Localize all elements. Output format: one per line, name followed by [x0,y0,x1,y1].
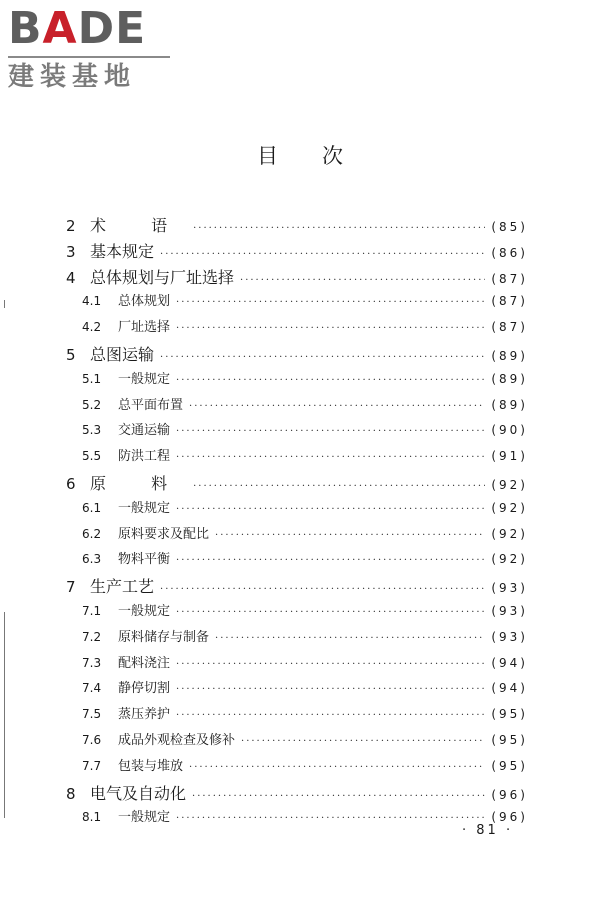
toc-title: 总图运输 [90,344,155,364]
toc-title: 配料浇注 [118,655,171,671]
toc-number: 6.2 [82,526,102,541]
toc-page-number: (96) [491,787,528,802]
toc-number: 7.2 [82,629,102,644]
toc-leader-dots [215,530,485,541]
toc-chapter[interactable] [66,265,528,291]
toc-number: 5 [66,345,76,364]
toc-leader-dots [176,607,485,618]
toc-title: 静停切割 [118,681,171,697]
toc-number: 7.5 [82,707,102,722]
toc-page-number: (95) [491,707,528,722]
toc-page-number: (93) [491,603,528,618]
toc-leader-dots [215,633,485,644]
toc-chapter[interactable] [66,574,528,600]
toc-leader-dots [193,223,485,234]
toc-title: 总体规划 [118,294,171,310]
page-number: · 81 · [462,823,514,838]
toc-section[interactable] [66,600,528,626]
toc-leader-dots [176,375,485,386]
toc-title: 总平面布置 [118,397,184,413]
toc-leader-dots [193,481,485,492]
toc-number: 3 [66,242,76,261]
toc-number: 4.1 [82,294,102,309]
toc-page-number: (94) [491,655,528,670]
toc-page-number: (92) [491,552,528,567]
toc-page-number: (96) [491,810,528,825]
toc-leader-dots [176,710,485,721]
toc-page-number: (91) [491,449,528,464]
toc-section[interactable] [66,755,528,781]
toc-leader-dots [176,659,485,670]
toc-leader-dots [189,401,485,412]
toc-page-number: (94) [491,681,528,696]
toc-leader-dots [176,426,485,437]
toc-title: 一般规定 [118,500,171,516]
toc-number: 4.2 [82,320,102,335]
toc-section[interactable] [66,729,528,755]
toc-title: 电气及自动化 [90,783,187,803]
toc-leader-dots [176,504,485,515]
toc-title: 原料要求及配比 [118,526,210,542]
toc-chapter[interactable] [66,239,528,265]
toc-page-number: (95) [491,758,528,773]
logo-letters-de: DE [77,3,147,54]
toc-page-number: (86) [491,245,528,260]
toc-page-number: (93) [491,629,528,644]
toc-title: 一般规定 [118,603,171,619]
toc-leader-dots [160,584,485,595]
toc-page-number: (92) [491,500,528,515]
toc-number: 8 [66,784,76,803]
toc-section[interactable] [66,523,528,549]
toc-page-number: (89) [491,397,528,412]
toc-number: 7 [66,578,76,597]
logo-subtitle: 建装基地 [8,62,137,92]
toc-section[interactable] [66,703,528,729]
toc-page-number: (87) [491,271,528,286]
toc-title: 一般规定 [118,371,171,387]
toc-number: 7.1 [82,603,102,618]
toc-chapter[interactable] [66,471,528,497]
bade-logo [8,3,178,92]
toc-page-number: (92) [491,477,528,492]
toc-leader-dots [241,736,485,747]
page-title-char-1: 目 [257,144,278,168]
toc-leader-dots [176,297,485,308]
toc-number: 6.1 [82,500,102,515]
toc-number: 7.3 [82,655,102,670]
table-of-contents [66,213,528,832]
toc-number: 2 [66,217,76,235]
logo-wordmark [8,3,147,54]
toc-section[interactable] [66,394,528,420]
toc-leader-dots [176,684,485,695]
toc-section[interactable] [66,316,528,342]
toc-leader-dots [240,275,485,286]
toc-title: 原料储存与制备 [118,629,210,645]
toc-chapter[interactable] [66,781,528,807]
toc-title: 包装与堆放 [118,758,184,774]
toc-page-number: (87) [491,294,528,309]
toc-title: 防洪工程 [118,449,171,465]
toc-title: 一般规定 [118,810,171,826]
logo-letter-a-accent: A [42,3,78,54]
toc-page-number: (93) [491,581,528,596]
toc-chapter[interactable] [66,342,528,368]
toc-chapter[interactable] [66,213,528,239]
scan-artifact [4,612,5,818]
toc-title: 成品外观检查及修补 [118,732,236,748]
toc-section[interactable] [66,497,528,523]
toc-section[interactable] [66,290,528,316]
toc-number: 8.1 [82,810,102,825]
toc-page-number: (85) [491,220,528,234]
toc-title: 交通运输 [118,423,171,439]
toc-title: 蒸压养护 [118,707,171,723]
toc-leader-dots [176,323,485,334]
toc-title: 术 语 [90,216,188,235]
toc-number: 6.3 [82,552,102,567]
logo-letter-b: B [8,3,43,54]
toc-leader-dots [160,249,485,260]
toc-number: 7.6 [82,732,102,747]
toc-leader-dots [176,813,485,824]
toc-title: 总体规划与厂址选择 [90,267,235,287]
toc-number: 6 [66,474,76,493]
toc-title: 基本规定 [90,241,155,261]
toc-section[interactable] [66,368,528,394]
toc-page-number: (95) [491,732,528,747]
toc-title: 原 料 [90,473,188,493]
toc-section[interactable] [66,548,528,574]
toc-number: 4 [66,268,76,287]
toc-leader-dots [176,555,485,566]
scan-artifact [4,300,5,308]
toc-page-number: (87) [491,320,528,335]
toc-section[interactable] [66,445,528,471]
toc-page-number: (89) [491,348,528,363]
toc-section[interactable] [66,626,528,652]
page-title-char-2: 次 [322,144,343,168]
toc-title: 物料平衡 [118,552,171,568]
toc-page-number: (92) [491,526,528,541]
toc-page-number: (89) [491,371,528,386]
toc-leader-dots [160,352,485,363]
toc-number: 7.4 [82,681,102,696]
toc-title: 生产工艺 [90,577,155,597]
toc-number: 5.1 [82,371,102,386]
toc-title: 厂址选择 [118,320,171,336]
toc-leader-dots [176,452,485,463]
toc-section[interactable] [66,806,528,832]
page-title [0,140,600,170]
toc-number: 5.3 [82,423,102,438]
toc-number: 5.2 [82,397,102,412]
toc-section[interactable] [66,419,528,445]
toc-number: 5.5 [82,449,102,464]
toc-section[interactable] [66,677,528,703]
toc-page-number: (90) [491,423,528,438]
logo-divider [8,56,170,58]
toc-number: 7.7 [82,758,102,773]
toc-leader-dots [192,791,485,802]
toc-section[interactable] [66,652,528,678]
toc-leader-dots [189,762,485,773]
